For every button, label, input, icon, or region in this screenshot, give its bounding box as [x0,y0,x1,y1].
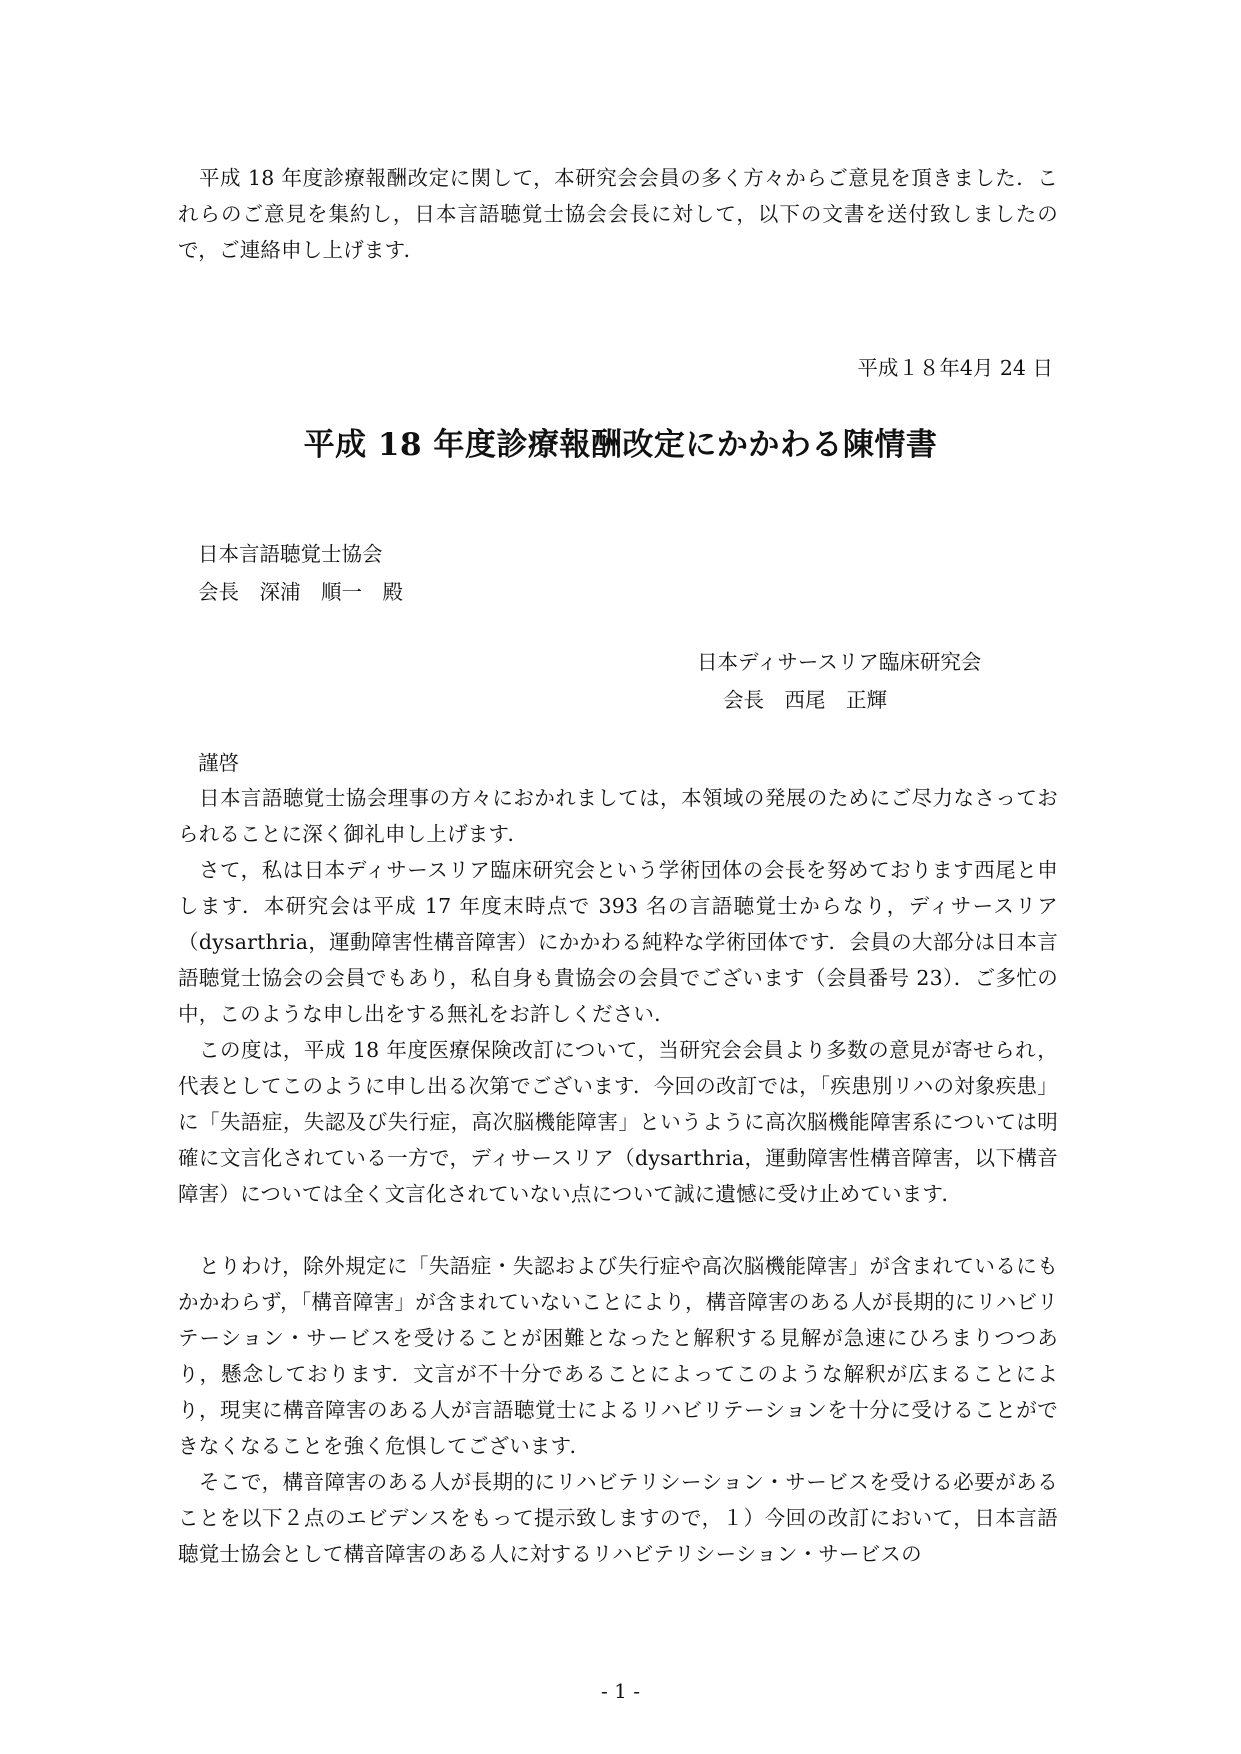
body-paragraph-4: とりわけ，除外規定に「失語症・失認および失行症や高次脳機能障害」が含まれているにもかかわらず，「構音障害」が含まれていないことにより，構音障害のある人が長期的にリハビリテーション・サービスを受けることが困難となったと解釈する見解が急速にひろまりつつあり，懸念しております．文言が不十分であることによってこのような解釈が広まることにより，現実に構音障害のある人が言語聴覚士によるリハビリテーションを十分に受けることができなくなることを強く危惧してございます． [178,1254,1058,1458]
sender-name: 会長 西尾 正輝 [723,688,887,712]
body-paragraph-2: さて，私は日本ディサースリア臨床研究会という学術団体の会長を努めております西尾と申します．本研究会は平成 17 年度末時点で 393 名の言語聴覚士からなり，ディサースリア（dysarthria，運動障害性構音障害）にかかわる純粋な学術団体です．会員の大部分は日本言語聴覚士協会の会員でもあり，私自身も貴協会の会員でございます（会員番号 23）．ご多忙の中，このような申し出をする無礼をお許しください． [178,858,1058,1026]
recipient-name: 会長 深浦 順一 殿 [198,580,403,604]
body-paragraph-5: そこで，構音障害のある人が長期的にリハビテリシーション・サービスを受ける必要があることを以下２点のエビデンスをもって提示致しますので，１）今回の改訂において，日本言語聴覚士協会として構音障害のある人に対するリハビテリシーション・サービスの [178,1470,1058,1566]
page-number: - 1 - [601,1679,640,1703]
salutation: 謹啓 [198,751,239,775]
sender-org: 日本ディサースリア臨床研究会 [697,650,982,674]
document-title: 平成 18 年度診療報酬改定にかかわる陳情書 [303,427,938,463]
intro-paragraph: 平成 18 年度診療報酬改定に関して，本研究会会員の多く方々からご意見を頂きました．これらのご意見を集約し，日本言語聴覚士協会会長に対して，以下の文書を送付致しましたので，ご連絡申し上げます． [178,166,1058,262]
body-paragraph-1: 日本言語聴覚士協会理事の方々におかれましては，本領域の発展のためにご尽力なさっておられることに深く御礼申し上げます． [178,786,1058,846]
recipient-org: 日本言語聴覚士協会 [198,542,383,566]
document-date: 平成１８年4月 24 日 [857,356,1053,380]
body-paragraph-3: この度は，平成 18 年度医療保険改訂について，当研究会会員より多数の意見が寄せられ，代表としてこのように申し出る次第でございます．今回の改訂では，「疾患別リハの対象疾患」に「失語症，失認及び失行症，高次脳機能障害」というように高次脳機能障害系については明確に文言化されている一方で，ディサースリア（dysarthria，運動障害性構音障害，以下構音障害）については全く文言化されていない点について誠に遺憾に受け止めています． [178,1038,1058,1206]
